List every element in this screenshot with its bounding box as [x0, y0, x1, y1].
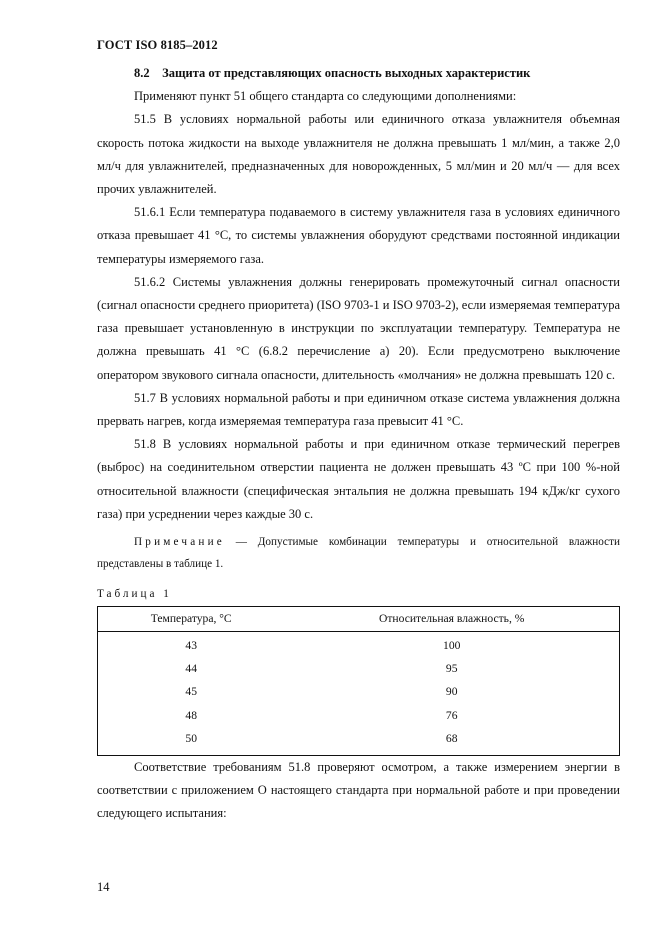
note-label: Примечание: [134, 536, 225, 549]
section-title: Защита от представляющих опасность выходных характеристик: [162, 66, 531, 80]
note-text: — Допустимые комбинации температуры и относительной влажности представлены в таблице 1.: [97, 536, 620, 571]
section-heading: [97, 62, 620, 85]
table-header-row: [98, 607, 620, 632]
temperature-cell: 45: [185, 685, 197, 699]
humidity-cell: 95: [445, 662, 458, 676]
section-number: 8.2: [134, 66, 150, 80]
paragraph-51-7: 51.7 В условиях нормальной работы и при единичном отказе система увлажнения должна прервать нагрев, когда измеряемая температура газа превысит 41 °С.: [97, 390, 620, 429]
paragraph-51-6-2: 51.6.2 Системы увлажнения должны генерировать промежуточный сигнал опасности (сигнал опасности среднего приоритета) (ISO 9703-1 и ISO 9703-2), если измеряемая температура газа превышает установленную в инструкции по эксплуатации температуру. Температура не должна превышать 41 °С (6.8.2 перечисление а) 20). Если предусмотрено выключение оператором звукового сигнала опасности, длительность «молчания» не должна превышать 120 с.: [97, 274, 620, 382]
humidity-cell: 100: [443, 639, 461, 653]
table-caption: Таблица 1: [97, 588, 172, 601]
page-number: 14: [97, 880, 110, 894]
paragraph-51-6-1: 51.6.1 Если температура подаваемого в систему увлажнителя газа в условиях единичного отказа превышает 41 °С, то системы увлажнения оборудуют средствами постоянной индикации температуры измеряемого газа.: [97, 205, 620, 266]
temperature-cell: 43: [185, 639, 197, 653]
note: [97, 531, 620, 575]
table-row: [98, 632, 620, 658]
paragraph-conclusion: Соответствие требованиям 51.8 проверяют осмотром, а также измерением энергии в соответствии с приложением О настоящего стандарта при нормальной работе и при проведении следующего испытания:: [97, 760, 620, 821]
document-header: ГОСТ ISO 8185–2012: [97, 38, 218, 52]
page-content: [97, 62, 620, 826]
paragraph-51-5: 51.5 В условиях нормальной работы или единичного отказа увлажнителя объемная скорость потока жидкости на выходе увлажнителя не должна превышать 1 мл/мин, а также 2,0 мл/ч для увлажнителей, предназначенных для новорожденных, 5 мл/мин и 20 мл/ч — для всех прочих увлажнителей.: [97, 112, 620, 197]
table-row: [98, 657, 620, 680]
humidity-cell: 68: [445, 731, 458, 745]
humidity-cell: 90: [445, 685, 458, 699]
humidity-cell: 76: [445, 708, 458, 722]
table-row: [98, 727, 620, 756]
table-row: [98, 704, 620, 727]
paragraph-51-8: 51.8 В условиях нормальной работы и при единичном отказе термический перегрев (выброс) на соединительном отверстии пациента не должен превышать 43 ºС при 100 %-ной относительной влажности (специфическая энтальпия не должна превышать 194 кДж/кг сухого газа) при усреднении через каждые 30 с.: [97, 437, 620, 521]
table-row: [98, 680, 620, 703]
data-table: [97, 606, 620, 756]
column-header-humidity: Относительная влажность, %: [284, 607, 619, 632]
temperature-cell: 50: [185, 731, 197, 745]
temperature-cell: 44: [185, 662, 197, 676]
temperature-cell: 48: [185, 708, 197, 722]
paragraph-intro: Применяют пункт 51 общего стандарта со следующими дополнениями:: [134, 89, 517, 104]
column-header-temperature: Температура, °С: [98, 607, 285, 632]
